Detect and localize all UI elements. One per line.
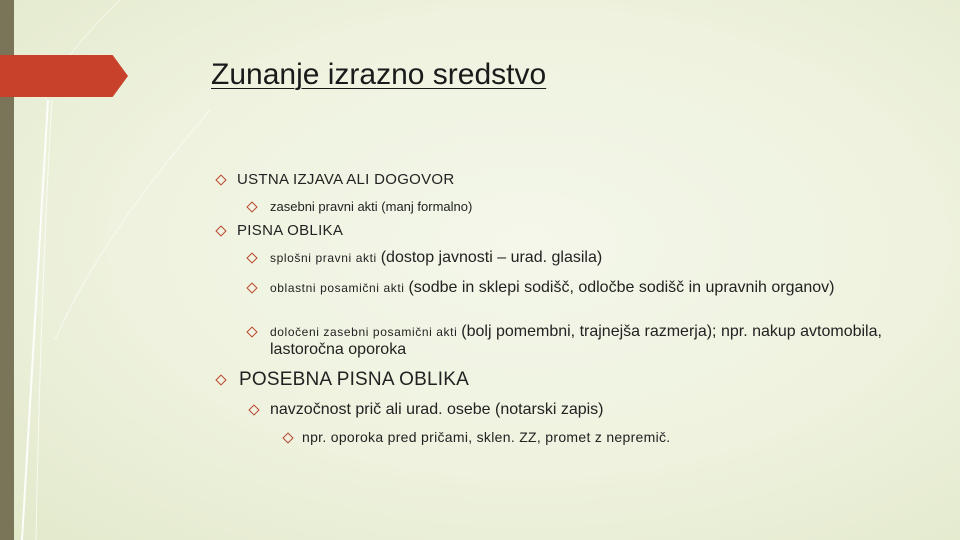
bullet-rest: (dostop javnosti – urad. glasila): [380, 249, 603, 266]
bullet-text: [270, 323, 910, 358]
slide-title: Zunanje izrazno sredstvo: [211, 58, 547, 91]
bullet-text: [270, 249, 910, 267]
bullet-text: npr. oporoka pred pričami, sklen. ZZ, promet z nepremič.: [302, 429, 671, 445]
bullet-text: POSEBNA PISNA OBLIKA: [239, 369, 469, 390]
title-arrow-accent: [0, 55, 128, 97]
diamond-bullet-icon: [282, 432, 293, 443]
bullet-text: navzočnost prič ali urad. osebe (notarski zapis): [270, 401, 604, 418]
bullet-lead: določeni zasebni posamični akti: [270, 325, 462, 339]
bullet-rest: (sodbe in sklepi sodišč, odločbe sodišč in upravnih organov): [408, 279, 835, 296]
bullet-text: USTNA IZJAVA ALI DOGOVOR: [237, 171, 455, 188]
bullet-lead: splošni pravni akti: [270, 251, 381, 265]
bullet-text: [270, 279, 910, 297]
bullet-text: zasebni pravni akti (manj formalno): [270, 199, 473, 214]
bullet-rest: (bolj pomembni, trajnejša razmerja); npr. nakup avtomobila, lastoročna oporoka: [270, 323, 882, 358]
bullet-text: PISNA OBLIKA: [237, 222, 344, 239]
bullet-lead: oblastni posamični akti: [270, 281, 409, 295]
